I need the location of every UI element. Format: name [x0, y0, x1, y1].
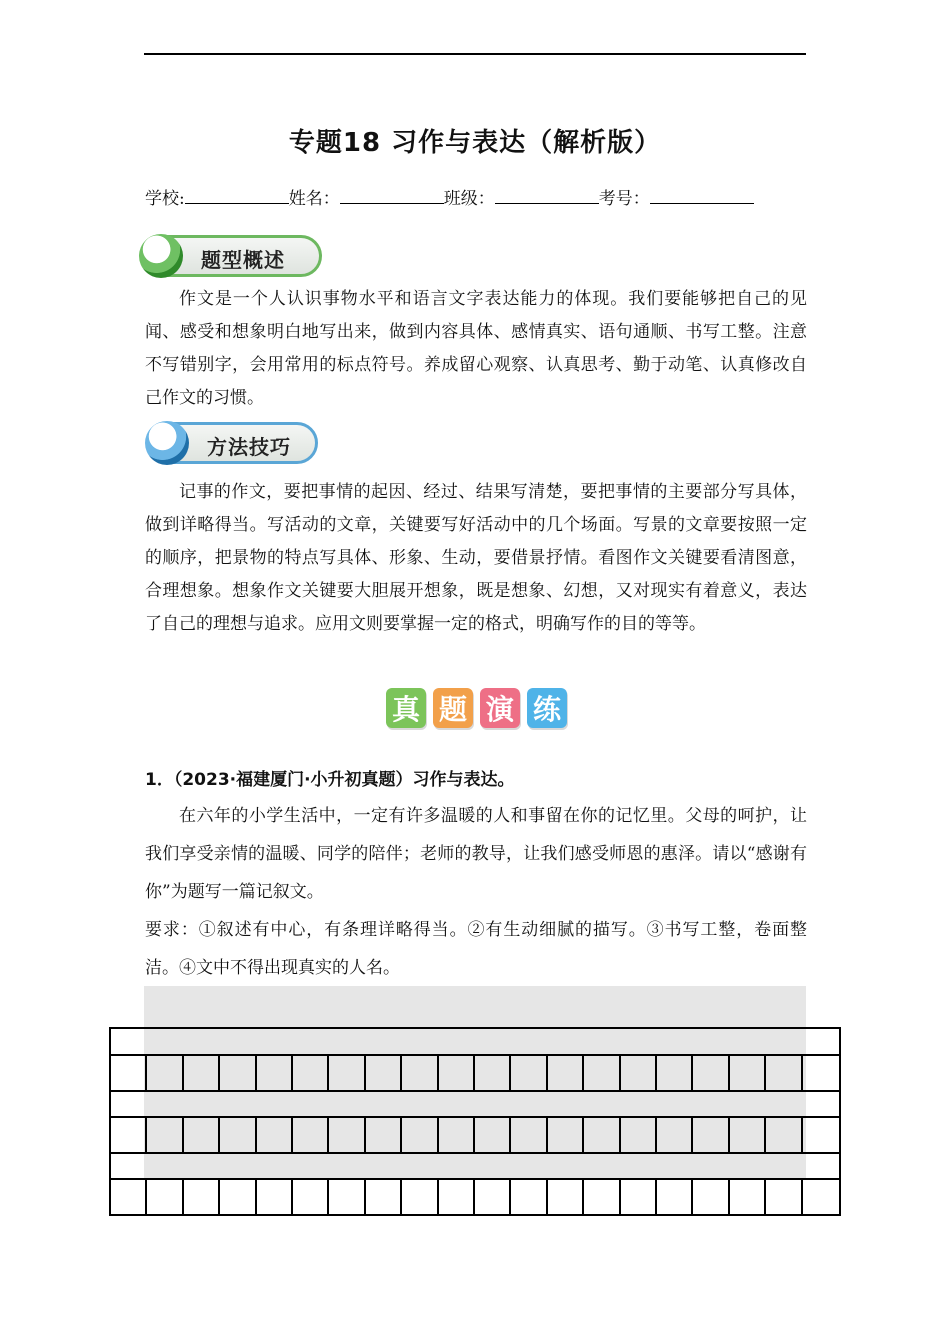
grid-cell[interactable]	[257, 1054, 293, 1090]
grid-cell[interactable]	[548, 1054, 584, 1090]
grid-cell[interactable]	[329, 1178, 365, 1214]
grid-cell[interactable]	[220, 1054, 256, 1090]
grid-cell[interactable]	[548, 1116, 584, 1152]
number-label: 考号：	[598, 189, 650, 209]
grid-cell[interactable]	[293, 1054, 329, 1090]
grid-cell[interactable]	[730, 1054, 766, 1090]
grid-row	[111, 1178, 839, 1214]
overview-badge	[140, 235, 322, 277]
grid-cell[interactable]	[111, 1054, 147, 1090]
grid-cell[interactable]	[548, 1178, 584, 1214]
grid-cell[interactable]	[366, 1178, 402, 1214]
writing-grid[interactable]	[109, 1027, 841, 1216]
grid-cell[interactable]	[730, 1178, 766, 1214]
grid-cell[interactable]	[184, 1178, 220, 1214]
grid-cell[interactable]	[693, 1178, 729, 1214]
grid-line	[111, 1152, 839, 1154]
school-label: 学校:	[145, 189, 185, 209]
grid-cell[interactable]	[511, 1054, 547, 1090]
practice-tile: 练	[527, 688, 567, 728]
practice-tile: 真	[386, 688, 426, 728]
grid-cell[interactable]	[329, 1054, 365, 1090]
grid-cell[interactable]	[621, 1054, 657, 1090]
speech-bubble-icon	[145, 421, 189, 465]
grid-cell[interactable]	[366, 1054, 402, 1090]
grid-cell[interactable]	[439, 1178, 475, 1214]
grid-cell[interactable]	[257, 1116, 293, 1152]
grid-cell[interactable]	[147, 1116, 183, 1152]
grid-cell[interactable]	[293, 1178, 329, 1214]
grid-cell[interactable]	[657, 1116, 693, 1152]
student-info-row	[145, 184, 754, 209]
grid-cell[interactable]	[439, 1054, 475, 1090]
grid-row	[111, 1054, 839, 1090]
grid-cell[interactable]	[766, 1054, 802, 1090]
grid-cell[interactable]	[693, 1054, 729, 1090]
grid-cell[interactable]	[766, 1178, 802, 1214]
grid-cell[interactable]	[584, 1116, 620, 1152]
grid-line	[111, 1090, 839, 1092]
class-blank[interactable]	[495, 185, 599, 204]
grid-cell[interactable]	[147, 1054, 183, 1090]
class-label: 班级：	[443, 189, 495, 209]
grid-cell[interactable]	[621, 1178, 657, 1214]
number-blank[interactable]	[650, 185, 754, 204]
grid-cell[interactable]	[584, 1054, 620, 1090]
grid-cell[interactable]	[111, 1116, 147, 1152]
question-requirements: 要求：①叙述有中心，有条理详略得当。②有生动细腻的描写。③书写工整，卷面整洁。④文中不得出现真实的人名。	[145, 920, 807, 978]
grid-cell[interactable]	[730, 1116, 766, 1152]
grid-cell[interactable]	[511, 1116, 547, 1152]
method-badge	[146, 422, 318, 464]
method-text: 记事的作文，要把事情的起因、经过、结果写清楚，要把事情的主要部分写具体，做到详略得当。写活动的文章，关键要写好活动中的几个场面。写景的文章要按照一定的顺序，把景物的特点写具体、形象、生动，要借景抒情。看图作文关键要看清图意，合理想象。想象作文关键要大胆展开想象，既是想象、幻想，又对现实有着意义，表达了自己的理想与追求。应用文则要掌握一定的格式，明确写作的目的等等。	[145, 482, 807, 634]
grid-cell[interactable]	[111, 1178, 147, 1214]
grid-cell[interactable]	[584, 1178, 620, 1214]
grid-cell[interactable]	[220, 1178, 256, 1214]
overview-text: 作文是一个人认识事物水平和语言文字表达能力的体现。我们要能够把自己的见闻、感受和想象明白地写出来，做到内容具体、感情真实、语句通顺、书写工整。注意不写错别字，会用常用的标点符号。养成留心观察、认真思考、勤于动笔、认真修改自己作文的习惯。	[145, 289, 807, 408]
practice-tile: 演	[480, 688, 520, 728]
question-body	[145, 797, 807, 987]
grid-cell[interactable]	[293, 1116, 329, 1152]
grid-cell[interactable]	[511, 1178, 547, 1214]
grid-cell[interactable]	[439, 1116, 475, 1152]
page-title: 专题18 习作与表达（解析版）	[288, 128, 662, 158]
speech-bubble-icon	[139, 234, 183, 278]
grid-cell[interactable]	[657, 1178, 693, 1214]
practice-tile: 题	[433, 688, 473, 728]
grid-cell[interactable]	[475, 1178, 511, 1214]
grid-cell[interactable]	[621, 1116, 657, 1152]
grid-cell[interactable]	[147, 1178, 183, 1214]
grid-cell[interactable]	[475, 1116, 511, 1152]
grid-cell[interactable]	[657, 1054, 693, 1090]
grid-cell[interactable]	[402, 1178, 438, 1214]
question-prompt: 在六年的小学生活中，一定有许多温暖的人和事留在你的记忆里。父母的呵护，让我们享受亲情的温暖、同学的陪伴；老师的教导，让我们感受师恩的惠泽。请以“感谢有你”为题写一篇记叙文。	[145, 806, 807, 902]
grid-cell[interactable]	[184, 1116, 220, 1152]
top-rule	[144, 53, 806, 55]
grid-cell[interactable]	[366, 1116, 402, 1152]
grid-cell[interactable]	[184, 1054, 220, 1090]
practice-tiles	[386, 688, 567, 728]
grid-cell[interactable]	[475, 1054, 511, 1090]
name-label: 姓名：	[288, 189, 340, 209]
grid-cell[interactable]	[220, 1116, 256, 1152]
name-blank[interactable]	[340, 185, 444, 204]
grid-cell[interactable]	[402, 1116, 438, 1152]
overview-label: 题型概述	[201, 248, 285, 272]
school-blank[interactable]	[185, 185, 289, 204]
grid-cell[interactable]	[257, 1178, 293, 1214]
grid-row	[111, 1116, 839, 1152]
grid-cell[interactable]	[766, 1116, 802, 1152]
grid-cell[interactable]	[402, 1054, 438, 1090]
grid-cell[interactable]	[329, 1116, 365, 1152]
question-heading: 1．（2023·福建厦门·小升初真题）习作与表达。	[145, 770, 515, 790]
grid-cell[interactable]	[693, 1116, 729, 1152]
method-label: 方法技巧	[207, 435, 291, 459]
